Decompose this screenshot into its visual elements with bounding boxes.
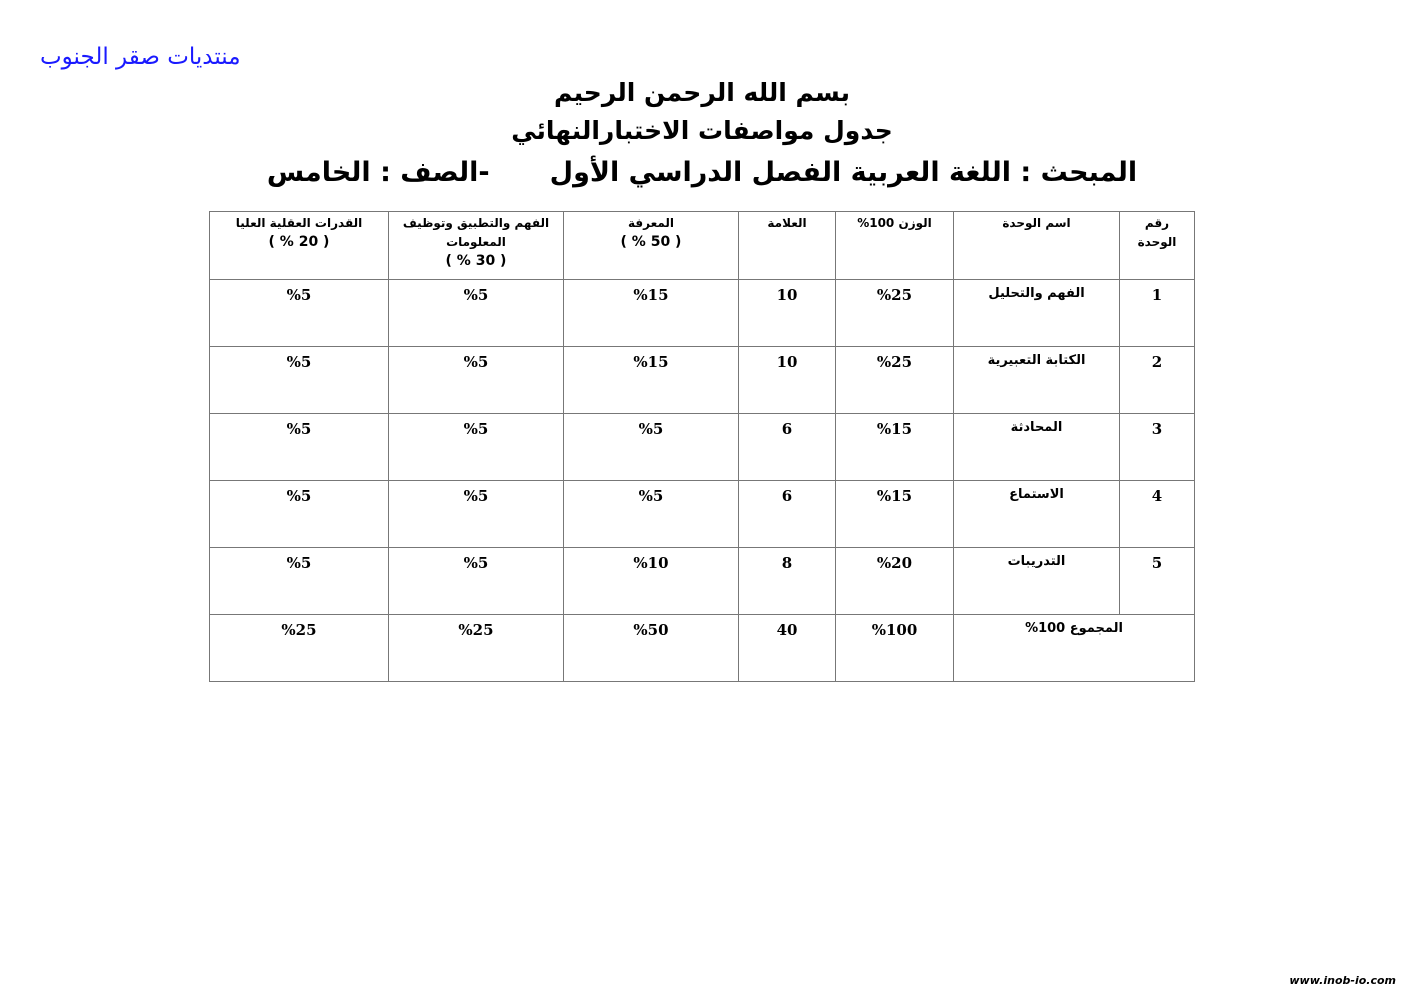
unit-no-cell: 3: [1120, 414, 1195, 481]
knowledge-cell: %10: [564, 548, 739, 615]
total-label-cell: [954, 615, 1195, 682]
weight-cell: %15: [836, 481, 954, 548]
weight-cell: %20: [836, 548, 954, 615]
unit-no-cell: 1: [1120, 280, 1195, 347]
knowledge-cell: %5: [564, 481, 739, 548]
header-higher-pct: ( 20 % ): [268, 234, 330, 250]
mark-cell: 10: [739, 280, 836, 347]
unit-name-cell: التدريبات: [954, 548, 1120, 615]
grade-text: -الصف : الخامس: [266, 157, 490, 188]
higher-cell: %5: [210, 347, 389, 414]
footer-url: www.inob-io.com: [1289, 974, 1396, 987]
spec-table: [209, 211, 1195, 682]
total-higher-cell: %25: [210, 615, 389, 682]
table-row: [210, 347, 1195, 414]
higher-cell: %5: [210, 414, 389, 481]
header-unit-name: اسم الوحدة: [954, 212, 1120, 280]
understanding-cell: %5: [389, 347, 564, 414]
total-weight-cell: %100: [836, 615, 954, 682]
understanding-cell: %5: [389, 548, 564, 615]
unit-no-cell: 5: [1120, 548, 1195, 615]
table-row: [210, 414, 1195, 481]
knowledge-cell: %15: [564, 280, 739, 347]
weight-cell: %15: [836, 414, 954, 481]
unit-name-cell: المحادثة: [954, 414, 1120, 481]
header-knowledge-label: المعرفة: [627, 216, 675, 230]
table-row: [210, 280, 1195, 347]
header-knowledge: [564, 212, 739, 280]
basmala: بسم الله الرحمن الرحيم: [554, 78, 850, 107]
higher-cell: %5: [210, 548, 389, 615]
header-understanding-label: الفهم والتطبيق وتوظيف المعلومات: [402, 216, 550, 249]
unit-no-cell: 2: [1120, 347, 1195, 414]
higher-cell: %5: [210, 280, 389, 347]
header-row: [210, 212, 1195, 280]
unit-name-cell: الفهم والتحليل: [954, 280, 1120, 347]
header-higher-label: القدرات العقلية العليا: [235, 216, 363, 230]
header-knowledge-pct: ( 50 % ): [620, 234, 682, 250]
weight-cell: %25: [836, 347, 954, 414]
knowledge-cell: %5: [564, 414, 739, 481]
mark-cell: 8: [739, 548, 836, 615]
understanding-cell: %5: [389, 414, 564, 481]
header-understanding-pct: ( 30 % ): [445, 253, 507, 269]
weight-cell: %25: [836, 280, 954, 347]
unit-name-cell: الكتابة التعبيرية: [954, 347, 1120, 414]
total-row: [210, 615, 1195, 682]
understanding-cell: %5: [389, 481, 564, 548]
total-understanding-cell: %25: [389, 615, 564, 682]
header-higher: [210, 212, 389, 280]
higher-cell: %5: [210, 481, 389, 548]
header-understanding: [389, 212, 564, 280]
total-mark-cell: 40: [739, 615, 836, 682]
subject-text: المبحث : اللغة العربية الفصل الدراسي الأول: [549, 157, 1138, 188]
understanding-cell: %5: [389, 280, 564, 347]
header-unit-no: رقم الوحدة: [1120, 212, 1195, 280]
unit-name-cell: الاستماع: [954, 481, 1120, 548]
forum-name: منتديات صقر الجنوب: [40, 44, 241, 70]
unit-no-cell: 4: [1120, 481, 1195, 548]
mark-cell: 10: [739, 347, 836, 414]
total-label: المجموع 100%: [1025, 621, 1123, 636]
table-title: جدول مواصفات الاختبارالنهائي: [511, 116, 893, 145]
table-row: [210, 481, 1195, 548]
knowledge-cell: %15: [564, 347, 739, 414]
header-mark: العلامة: [739, 212, 836, 280]
header-weight-text: الوزن 100%: [857, 216, 932, 230]
table-row: [210, 548, 1195, 615]
mark-cell: 6: [739, 481, 836, 548]
total-knowledge-cell: %50: [564, 615, 739, 682]
header-weight: [836, 212, 954, 280]
mark-cell: 6: [739, 414, 836, 481]
subject-line: [0, 157, 1404, 188]
